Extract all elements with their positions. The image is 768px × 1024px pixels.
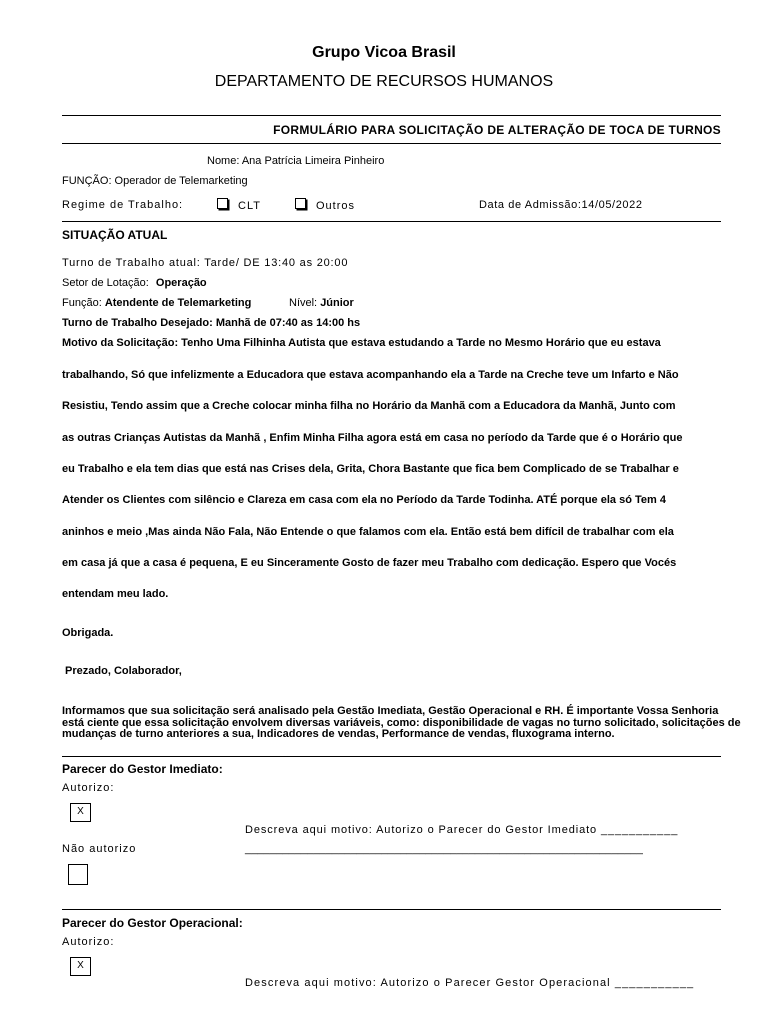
role-label: Função: (62, 297, 102, 309)
company-name: Grupo Vicoa Brasil (312, 44, 456, 61)
authorize-label: Autorizo: (62, 936, 115, 948)
employee-function: FUNÇÃO: Operador de Telemarketing (62, 175, 248, 187)
manager-reason-text[interactable]: Descreva aqui motivo: Autorizo o Parecer do Gestor Imediato ___________ (245, 824, 679, 836)
admission-date: Data de Admissão:14/05/2022 (479, 199, 643, 211)
current-shift: Turno de Trabalho atual: Tarde/ DE 13:40 as 20:00 (62, 257, 349, 269)
operational-reason-text[interactable]: Descreva aqui motivo: Autorizo o Parecer Gestor Operacional ___________ (245, 977, 695, 989)
regime-option-label: Outros (316, 200, 356, 212)
regime-label: Regime de Trabalho: (62, 199, 184, 211)
level-row (289, 297, 354, 309)
authorize-checkbox[interactable]: X (70, 803, 91, 822)
reason-underline[interactable]: ________________________________________________________________ (245, 843, 643, 855)
divider (62, 909, 721, 910)
not-authorize-checkbox[interactable] (68, 864, 88, 885)
authorize-label: Autorizo: (62, 782, 115, 794)
department-title: DEPARTAMENTO DE RECURSOS HUMANOS (214, 73, 554, 90)
reason-line: em casa já que a casa é pequena, E eu Sinceramente Gosto de fazer meu Trabalho com dedicação. Espero que Vocés (62, 557, 677, 569)
role-row (62, 297, 251, 309)
checkbox-icon[interactable] (295, 198, 306, 209)
operational-opinion-heading: Parecer do Gestor Operacional: (62, 916, 243, 930)
reason-line: aninhos e meio ,Mas ainda Não Fala, Não Entende o que falamos com ela. Então está bem difícil de trabalhar com ela (62, 526, 674, 538)
not-authorize-label: Não autorizo (62, 843, 137, 855)
sector-row (62, 277, 207, 289)
form-title: FORMULÁRIO PARA SOLICITAÇÃO DE ALTERAÇÃO DE TOCA DE TURNOS (273, 123, 721, 137)
reason-line: Atender os Clientes com silêncio e Clareza em casa com ela no Período da Tarde Todinha. ATÉ porque ela só Tem 4 (62, 494, 666, 506)
regime-option-outros[interactable] (295, 198, 355, 212)
reason-line: entendam meu lado. (62, 588, 169, 600)
level-value: Júnior (320, 297, 354, 309)
divider (62, 756, 721, 757)
employee-name: Nome: Ana Patrícia Limeira Pinheiro (207, 155, 385, 167)
manager-opinion-heading: Parecer do Gestor Imediato: (62, 762, 223, 776)
checkbox-icon[interactable] (217, 198, 228, 209)
sector-label: Setor de Lotação: (62, 277, 149, 289)
reason-line: Resistiu, Tendo assim que a Creche colocar minha filha no Horário da Manhã com a Educadora da Manhã, Junto com (62, 400, 676, 412)
reason-line: as outras Crianças Autistas da Manhã , Enfim Minha Filha agora está em casa no período da Tarde que é o Horário que (62, 432, 683, 444)
regime-option-label: CLT (238, 200, 261, 212)
thanks-text: Obrigada. (62, 627, 114, 639)
divider (62, 221, 721, 222)
divider (62, 115, 721, 116)
sector-value: Operação (155, 277, 207, 289)
level-label: Nível: (289, 297, 318, 309)
regime-option-clt[interactable] (217, 198, 261, 212)
role-value: Atendente de Telemarketing (104, 297, 252, 309)
desired-shift: Turno de Trabalho Desejado: Manhã de 07:40 as 14:00 hs (62, 317, 361, 329)
section-heading-situation: SITUAÇÃO ATUAL (62, 228, 168, 242)
notice-paragraph: Informamos que sua solicitação será analisado pela Gestão Imediata, Gestão Operacional e RH. É importante Vossa Senhoria está ciente que essa solicitação envolvem diversas variáveis, como: disponibilidade de vagas no turno solicitado, solicitações de mudanças de turno anteriores a sua, Indicadores de vendas, Performance de vendas, fluxograma interno. (62, 705, 741, 740)
divider (62, 143, 721, 144)
reason-line: eu Trabalho e ela tem dias que está nas Crises dela, Grita, Chora Bastante que fica bem Complicado de se Trabalhar e (62, 463, 679, 475)
reason-line: Motivo da Solicitação: Tenho Uma Filhinha Autista que estava estudando a Tarde no Mesmo Horário que eu estava (62, 337, 661, 349)
reason-line: trabalhando, Só que infelizmente a Educadora que estava acompanhando ela a Tarde na Creche teve um Infarto e Não (62, 369, 679, 381)
greeting-text: Prezado, Colaborador, (62, 665, 182, 677)
authorize-checkbox[interactable]: X (70, 957, 91, 976)
